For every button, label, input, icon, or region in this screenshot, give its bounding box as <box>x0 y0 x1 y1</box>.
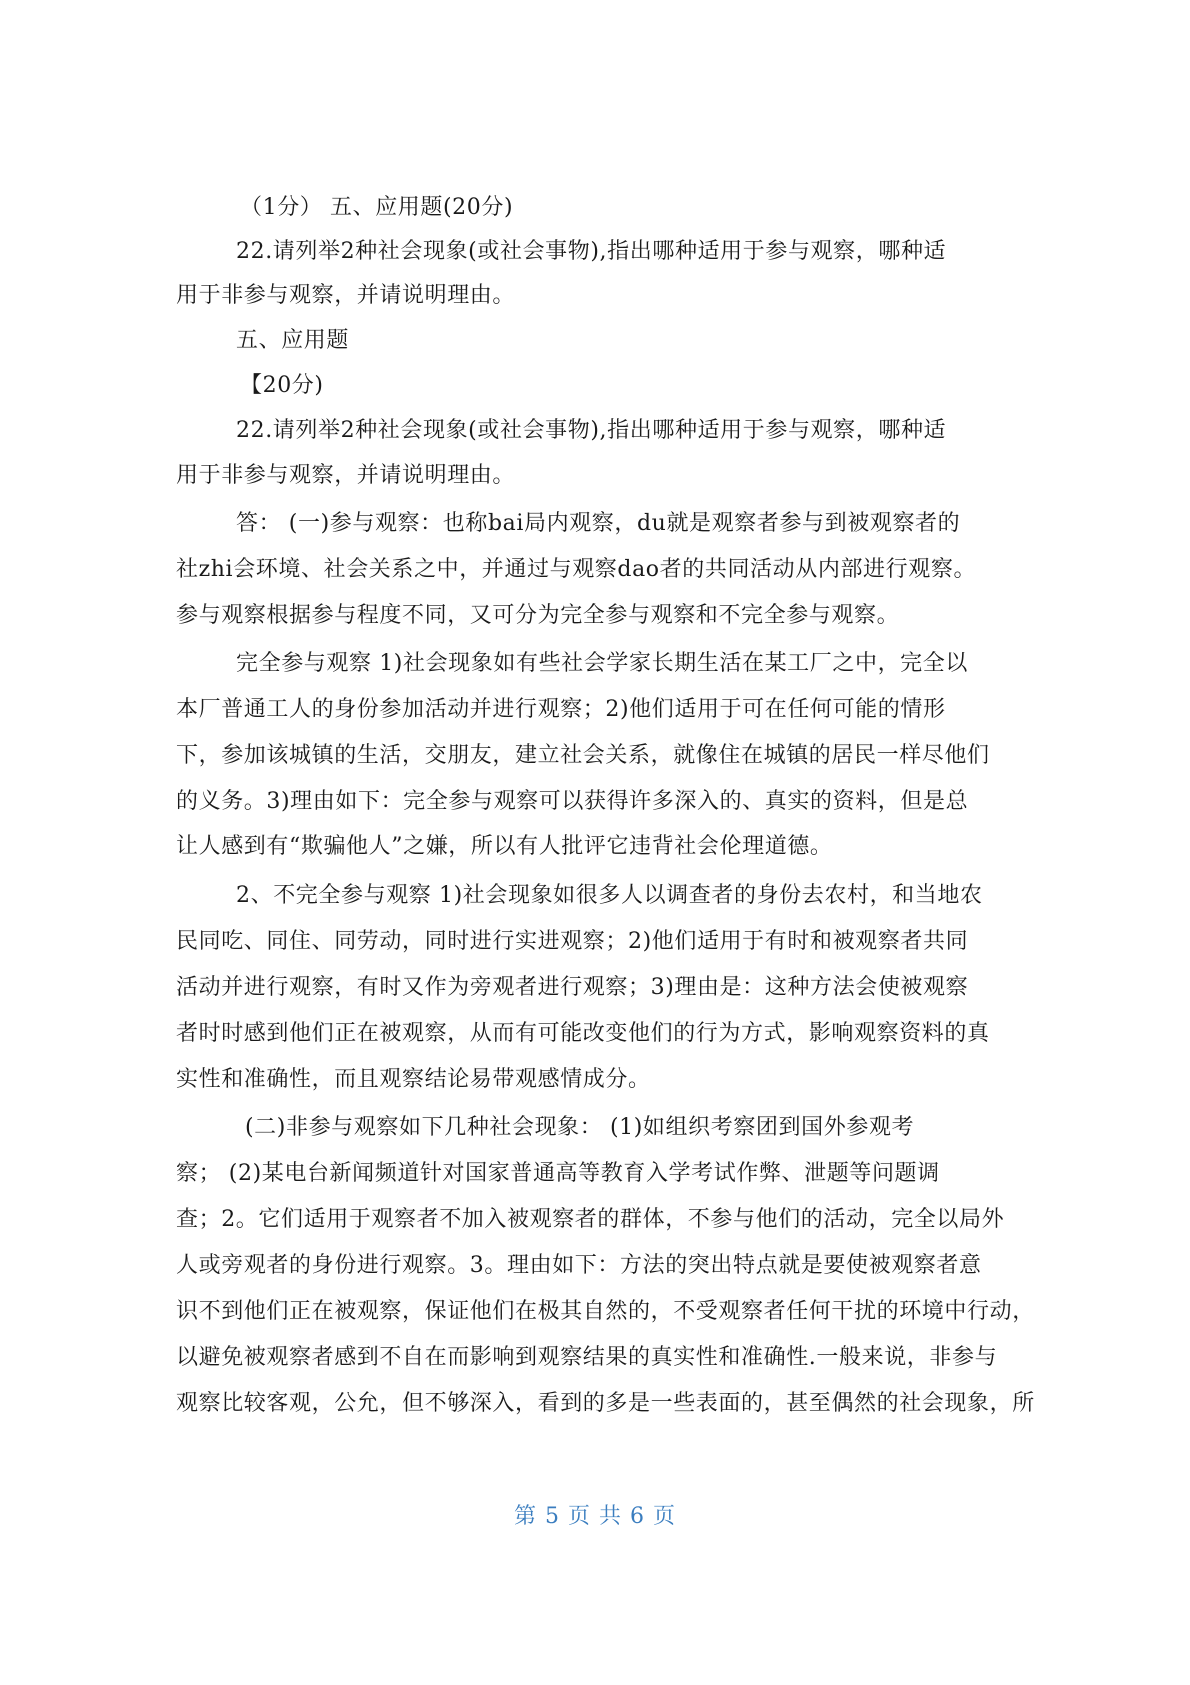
text-line: 实性和准确性，而且观察结论易带观感情成分。 <box>176 1067 651 1092</box>
text-line: 本厂普通工人的身份参加活动并进行观察；2)他们适用于可在任何可能的情形 <box>176 697 946 722</box>
page-number-footer: 第 5 页 共 6 页 <box>514 1504 676 1529</box>
text-line: 察； (2)某电台新闻频道针对国家普通高等教育入学考试作弊、泄题等问题调 <box>176 1161 940 1186</box>
text-line: 社zhi会环境、社会关系之中，并通过与观察dao者的共同活动从内部进行观察。 <box>176 557 977 582</box>
text-line: 者时时感到他们正在被观察，从而有可能改变他们的行为方式，影响观察资料的真 <box>176 1021 990 1046</box>
text-line: 活动并进行观察，有时又作为旁观者进行观察；3)理由是：这种方法会使被观察 <box>176 975 969 1000</box>
section-heading: 五、应用题 <box>236 328 350 353</box>
text-line: 下，参加该城镇的生活，交朋友，建立社会关系，就像住在城镇的居民一样尽他们 <box>176 743 990 768</box>
text-line: 观察比较客观，公允，但不够深入，看到的多是一些表面的，甚至偶然的社会现象，所 <box>176 1391 1035 1416</box>
text-line: 2、不完全参与观察 1)社会现象如很多人以调查者的身份去农村，和当地农 <box>236 883 983 908</box>
text-line: (二)非参与观察如下几种社会现象： (1)如组织考察团到国外参观考 <box>245 1115 915 1140</box>
text-line: 民同吃、同住、同劳动，同时进行实进观察；2)他们适用于有时和被观察者共同 <box>176 929 969 954</box>
text-line: 22.请列举2种社会现象(或社会事物),指出哪种适用于参与观察，哪种适 <box>236 239 947 264</box>
text-line: 22.请列举2种社会现象(或社会事物),指出哪种适用于参与观察，哪种适 <box>236 418 947 443</box>
text-line: 用于非参与观察，并请说明理由。 <box>176 463 516 488</box>
text-line: 以避免被观察者感到不自在而影响到观察结果的真实性和准确性.一般来说，非参与 <box>176 1345 998 1370</box>
text-line: 参与观察根据参与程度不同，又可分为完全参与观察和不完全参与观察。 <box>176 603 900 628</box>
text-line: 答： (一)参与观察：也称bai局内观察，du就是观察者参与到被观察者的 <box>236 511 961 536</box>
text-line: 识不到他们正在被观察，保证他们在极其自然的，不受观察者任何干扰的环境中行动， <box>176 1299 1035 1324</box>
text-line: 用于非参与观察，并请说明理由。 <box>176 283 516 308</box>
text-line: 人或旁观者的身份进行观察。3。理由如下：方法的突出特点就是要使被观察者意 <box>176 1253 982 1278</box>
text-line: 让人感到有“欺骗他人”之嫌，所以有人批评它违背社会伦理道德。 <box>176 834 833 859</box>
text-line: 完全参与观察 1)社会现象如有些社会学家长期生活在某工厂之中，完全以 <box>236 651 968 676</box>
text-line: 查；2。它们适用于观察者不加入被观察者的群体，不参与他们的活动，完全以局外 <box>176 1207 1005 1232</box>
text-line: 【20分) <box>240 373 324 398</box>
text-line: （1分） 五、应用题(20分) <box>240 195 514 220</box>
text-line: 的义务。3)理由如下：完全参与观察可以获得许多深入的、真实的资料，但是总 <box>176 789 969 814</box>
